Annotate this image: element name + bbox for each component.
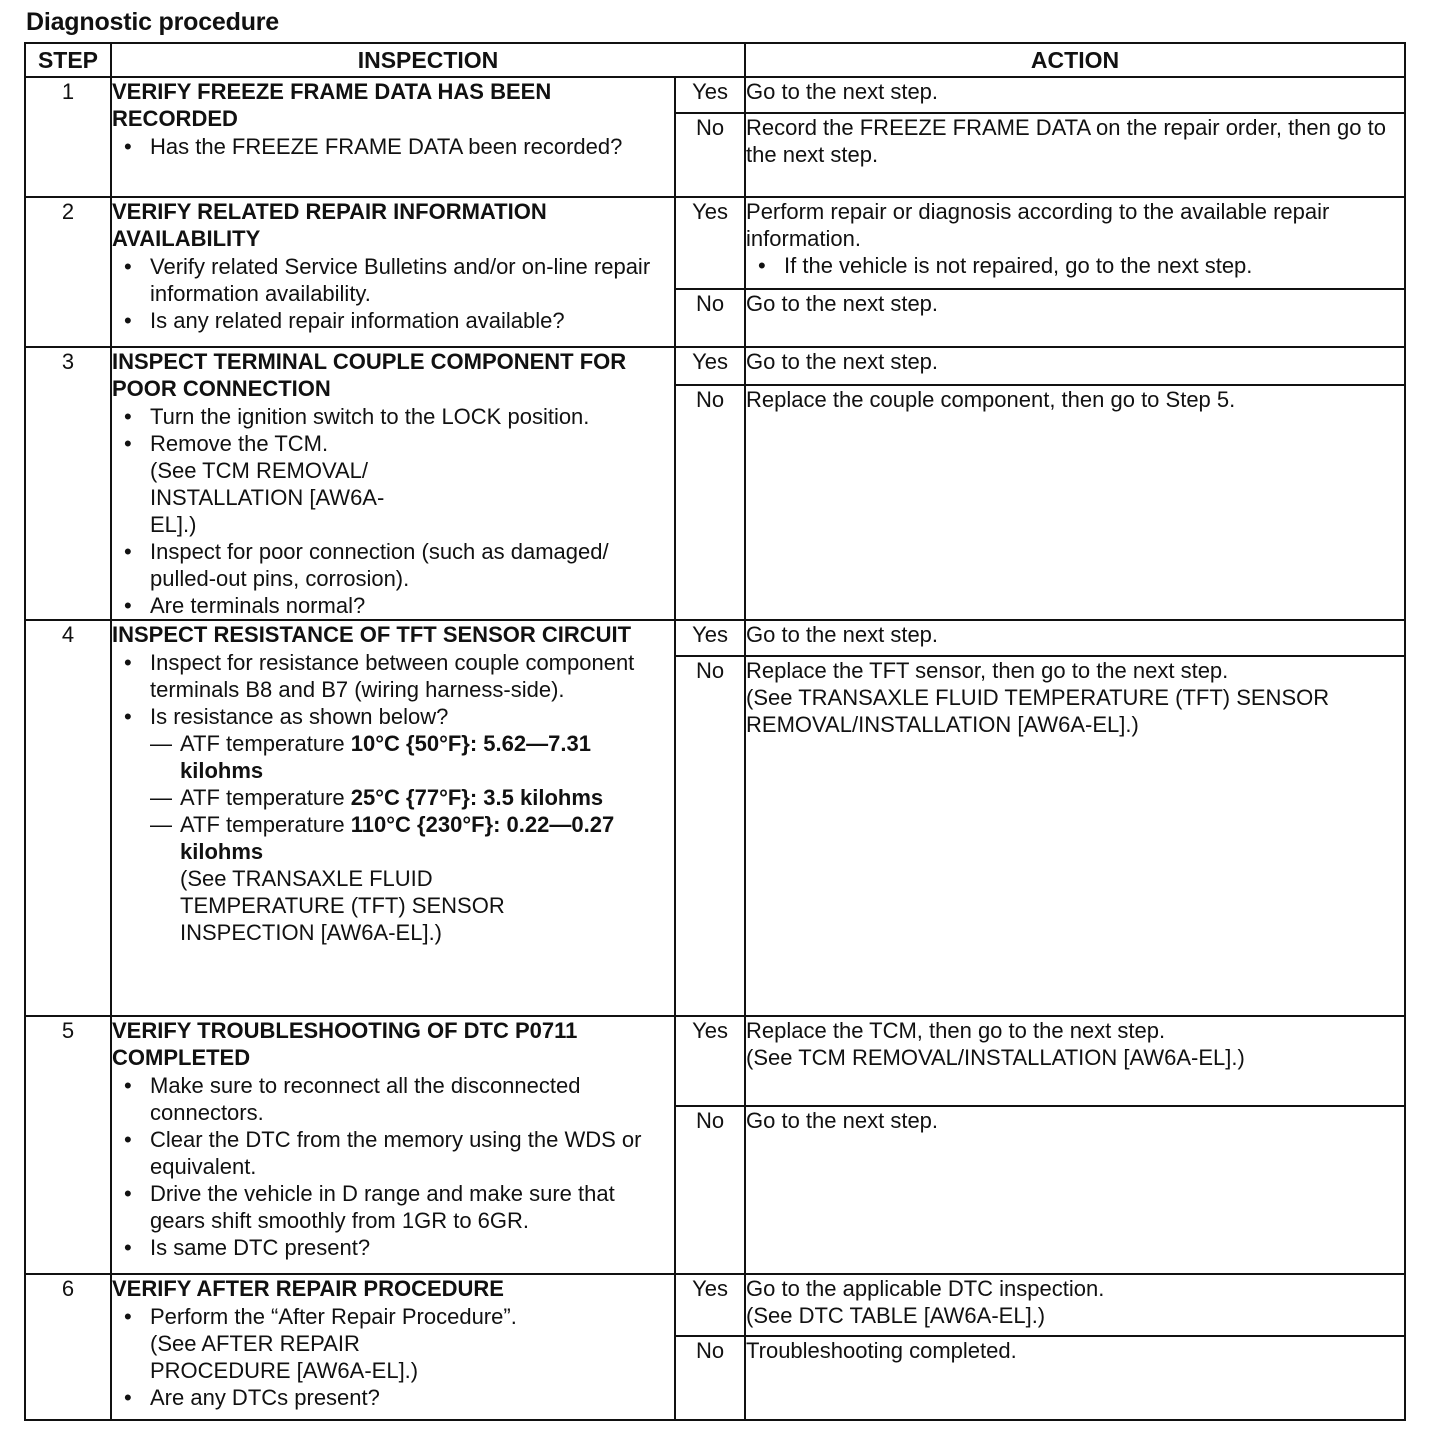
no-label: No — [675, 289, 745, 347]
step-inspection — [111, 1274, 675, 1420]
step-2-yes-row — [25, 197, 1405, 289]
spec-item — [150, 730, 674, 784]
step-number: 4 — [25, 620, 111, 1016]
header-inspection: INSPECTION — [111, 43, 745, 77]
no-action-text: Replace the TFT sensor, then go to the next step. — [746, 658, 1229, 683]
yes-action-text: Go to the applicable DTC inspection. — [746, 1276, 1105, 1301]
step-inspection — [111, 197, 675, 347]
inspection-bullet-text: • Remove the TCM. — [150, 431, 329, 456]
yes-action — [745, 1274, 1405, 1336]
spec-prefix: ATF temperature — [180, 812, 351, 837]
inspection-title: VERIFY TROUBLESHOOTING OF DTC P0711 COMPLETED — [112, 1018, 578, 1070]
header-action: ACTION — [745, 43, 1405, 77]
inspection-bullet: • Drive the vehicle in D range and make sure that gears shift smoothly from 1GR to 6GR. — [112, 1180, 674, 1234]
yes-action-bullet: • If the vehicle is not repaired, go to the next step. — [746, 252, 1404, 279]
inspection-bullet-ref: (See TCM REMOVAL/ INSTALLATION [AW6A-EL].) — [150, 458, 385, 537]
yes-action: Go to the next step. — [745, 620, 1405, 656]
no-label: No — [675, 1106, 745, 1274]
inspection-bullet: • Verify related Service Bulletins and/or on-line repair information availability. — [112, 253, 674, 307]
step-6-yes-row — [25, 1274, 1405, 1336]
no-label: No — [675, 1336, 745, 1420]
table-header-row — [25, 43, 1405, 77]
step-4-yes-row — [25, 620, 1405, 656]
no-action-ref: (See TRANSAXLE FLUID TEMPERATURE (TFT) SENSOR REMOVAL/INSTALLATION [AW6A-EL].) — [746, 685, 1330, 737]
step-3-yes-row — [25, 347, 1405, 385]
yes-label: Yes — [675, 197, 745, 289]
step-inspection — [111, 347, 675, 620]
inspection-title: VERIFY AFTER REPAIR PROCEDURE — [112, 1276, 504, 1301]
header-step: STEP — [25, 43, 111, 77]
step-number: 3 — [25, 347, 111, 620]
inspection-bullet: • Clear the DTC from the memory using the WDS or equivalent. — [112, 1126, 674, 1180]
step-inspection — [111, 77, 675, 197]
inspection-bullet: • Inspect for resistance between couple component terminals B8 and B7 (wiring harness-side). — [112, 649, 674, 703]
inspection-title: VERIFY RELATED REPAIR INFORMATION AVAILABILITY — [112, 199, 547, 251]
yes-action — [745, 197, 1405, 289]
no-label: No — [675, 385, 745, 620]
spec-item — [150, 784, 674, 811]
inspection-title: VERIFY FREEZE FRAME DATA HAS BEEN RECORDED — [112, 79, 552, 131]
no-action: Troubleshooting completed. — [745, 1336, 1405, 1420]
yes-label: Yes — [675, 77, 745, 113]
inspection-bullet: • Are any DTCs present? — [112, 1384, 674, 1411]
inspection-title: INSPECT TERMINAL COUPLE COMPONENT FOR POOR CONNECTION — [112, 349, 627, 401]
spec-prefix: ATF temperature — [180, 731, 351, 756]
spec-prefix: ATF temperature — [180, 785, 351, 810]
yes-action-text: Perform repair or diagnosis according to the available repair information. — [746, 199, 1330, 251]
inspection-bullet-text: • Is resistance as shown below? — [150, 704, 449, 729]
inspection-bullet — [112, 703, 674, 946]
inspection-bullet: • Are terminals normal? — [112, 592, 674, 619]
inspection-bullet: • Make sure to reconnect all the disconnected connectors. — [112, 1072, 674, 1126]
no-action — [745, 656, 1405, 1016]
yes-action — [745, 1016, 1405, 1106]
inspection-title: INSPECT RESISTANCE OF TFT SENSOR CIRCUIT — [112, 622, 632, 647]
step-1-yes-row — [25, 77, 1405, 113]
inspection-bullet: • Has the FREEZE FRAME DATA been recorded? — [112, 133, 674, 160]
yes-label: Yes — [675, 347, 745, 385]
inspection-bullet: • Turn the ignition switch to the LOCK position. — [112, 403, 674, 430]
inspection-bullet-text: • Perform the “After Repair Procedure”. — [150, 1304, 517, 1329]
step-inspection — [111, 620, 675, 1016]
no-action: Go to the next step. — [745, 289, 1405, 347]
no-action: Replace the couple component, then go to Step 5. — [745, 385, 1405, 620]
step-number: 6 — [25, 1274, 111, 1420]
step-number: 1 — [25, 77, 111, 197]
step-inspection — [111, 1016, 675, 1274]
spec-value: 110°C {230°F}: 0.22—0.27 kilohms — [180, 812, 615, 864]
yes-action-text: Replace the TCM, then go to the next step. — [746, 1018, 1166, 1043]
step-number: 5 — [25, 1016, 111, 1274]
yes-action: Go to the next step. — [745, 347, 1405, 385]
inspection-bullet: • Inspect for poor connection (such as damaged/ pulled-out pins, corrosion). — [112, 538, 674, 592]
inspection-bullet — [112, 430, 674, 538]
page-title: Diagnostic procedure — [26, 8, 279, 36]
inspection-bullet-ref: (See AFTER REPAIR PROCEDURE [AW6A-EL].) — [150, 1331, 419, 1383]
yes-label: Yes — [675, 1016, 745, 1106]
no-label: No — [675, 656, 745, 1016]
yes-label: Yes — [675, 620, 745, 656]
spec-ref: (See TRANSAXLE FLUID TEMPERATURE (TFT) SENSOR INSPECTION [AW6A-EL].) — [180, 866, 505, 945]
inspection-bullet: • Is any related repair information available? — [112, 307, 674, 334]
spec-value: 25°C {77°F}: 3.5 kilohms — [350, 785, 604, 810]
yes-action-ref: (See DTC TABLE [AW6A-EL].) — [746, 1303, 1046, 1328]
yes-action-ref: (See TCM REMOVAL/INSTALLATION [AW6A-EL].) — [746, 1045, 1245, 1070]
yes-action: Go to the next step. — [745, 77, 1405, 113]
no-action: Go to the next step. — [745, 1106, 1405, 1274]
step-5-yes-row — [25, 1016, 1405, 1106]
diagnostic-procedure-table — [24, 42, 1406, 1421]
spec-value: 10°C {50°F}: 5.62—7.31 kilohms — [180, 731, 591, 783]
yes-label: Yes — [675, 1274, 745, 1336]
no-action: Record the FREEZE FRAME DATA on the repair order, then go to the next step. — [745, 113, 1405, 197]
step-number: 2 — [25, 197, 111, 347]
inspection-bullet: • Is same DTC present? — [112, 1234, 674, 1261]
no-label: No — [675, 113, 745, 197]
spec-item — [150, 811, 674, 865]
inspection-bullet — [112, 1303, 674, 1384]
